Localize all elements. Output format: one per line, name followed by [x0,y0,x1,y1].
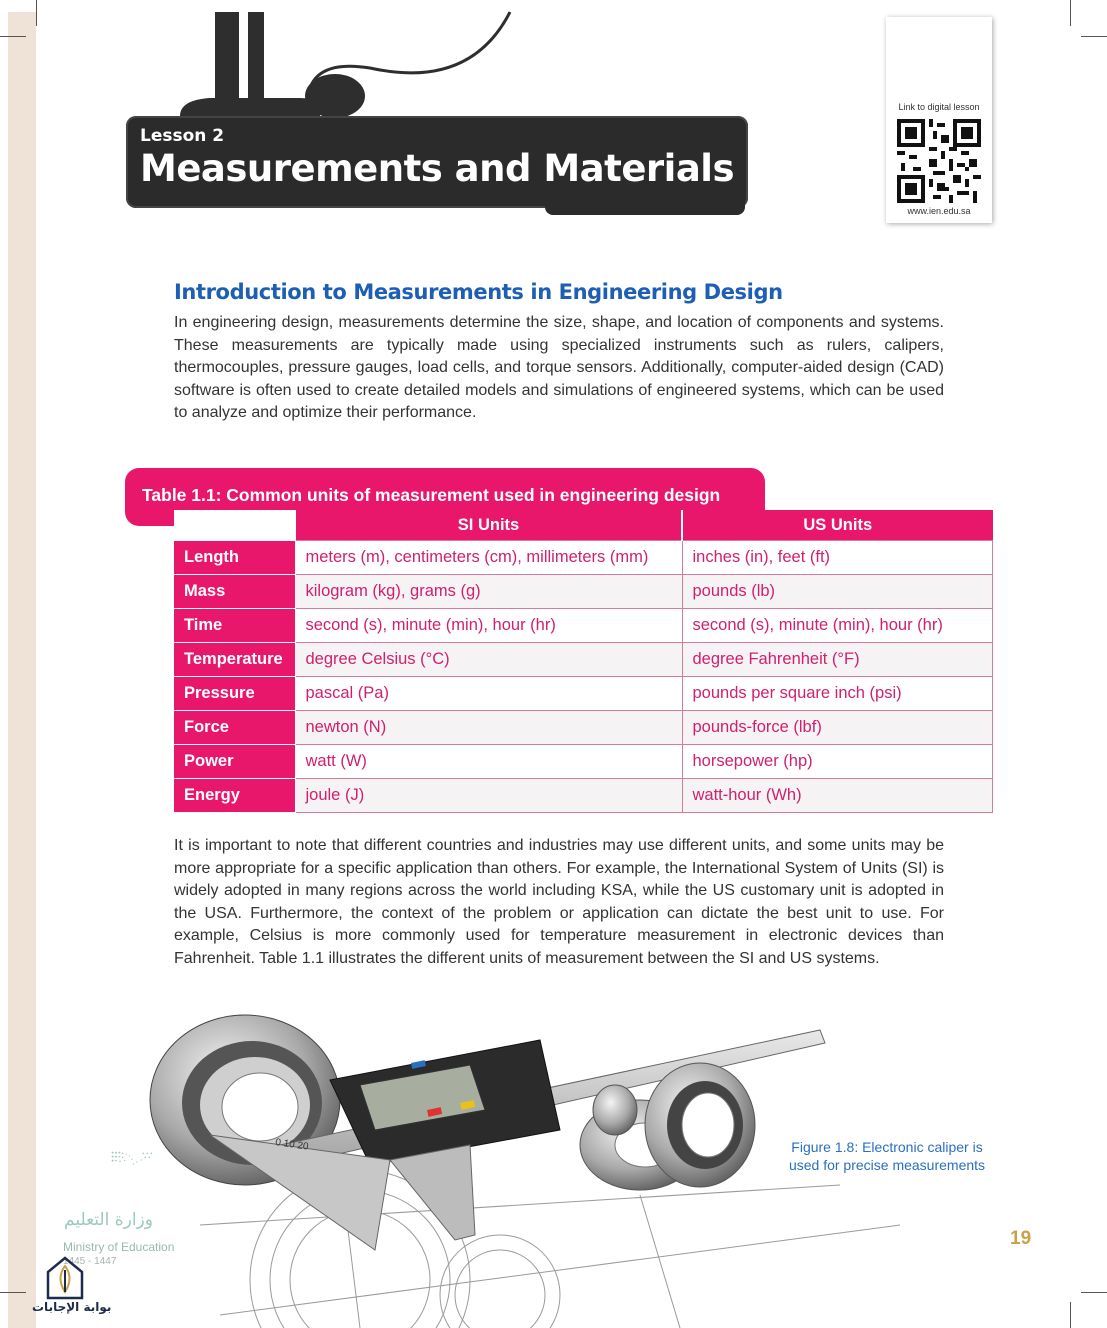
ministry-logo-dots [60,1150,210,1210]
lesson-title: Measurements and Materials [140,147,735,190]
si-unit-cell: watt (W) [295,744,682,778]
qr-card[interactable] [886,17,992,223]
banner-cable-decoration [170,10,530,130]
row-quantity: Power [174,744,295,778]
crop-mark [36,0,37,26]
crop-mark [1081,1292,1107,1293]
row-quantity: Length [174,540,295,574]
us-unit-cell: watt-hour (Wh) [682,778,993,812]
row-quantity: Mass [174,574,295,608]
table-row [174,642,993,676]
portal-logo-icon [44,1256,86,1300]
crop-mark [1070,1302,1071,1328]
ministry-years: 1445 - 1447 [63,1256,117,1267]
si-unit-cell: pascal (Pa) [295,676,682,710]
table-row [174,778,993,812]
si-unit-cell: kilogram (kg), grams (g) [295,574,682,608]
qr-code[interactable] [897,119,981,203]
units-table [174,510,993,813]
page-edge-strip [8,12,36,1328]
table-caption: Table 1.1: Common units of measurement used in engineering design [142,485,721,505]
lesson-label: Lesson 2 [140,126,225,146]
crop-mark [1081,36,1107,37]
qr-url[interactable]: www.ien.edu.sa [907,206,971,216]
us-unit-cell: pounds (lb) [682,574,993,608]
us-unit-cell: pounds per square inch (psi) [682,676,993,710]
table-row [174,574,993,608]
si-unit-cell: degree Celsius (°C) [295,642,682,676]
qr-link-label: Link to digital lesson [898,102,980,112]
portal-label: بوابة الإجابات [32,1300,112,1314]
si-unit-cell: meters (m), centimeters (cm), millimeters (mm) [295,540,682,574]
table-row [174,540,993,574]
section-heading: Introduction to Measurements in Engineering Design [174,280,783,304]
crop-mark [0,1292,26,1293]
crop-mark [0,36,26,37]
row-quantity: Pressure [174,676,295,710]
body-paragraph: It is important to note that different countries and industries may use different units, and some units may be more appropriate for a specific application than others. For example, the International System of Units (SI) is widely adopted in many regions across the world including KSA, while the US customary unit is adopted in the USA. Furthermore, the context of the problem or application can dictate the best unit to use. For example, Celsius is more commonly used for temperature measurement in electronic devices than Fahrenheit. Table 1.1 illustrates the different units of measurement between the SI and US systems. [174,837,944,967]
table-row [174,608,993,642]
caliper-scale: 0 10 20 [274,1137,310,1153]
si-unit-cell: second (s), minute (min), hour (hr) [295,608,682,642]
table-row [174,710,993,744]
us-unit-cell: second (s), minute (min), hour (hr) [682,608,993,642]
row-quantity: Temperature [174,642,295,676]
row-quantity: Force [174,710,295,744]
us-unit-cell: horsepower (hp) [682,744,993,778]
banner-tab [545,195,745,215]
figure-caption: Figure 1.8: Electronic caliper is used for precise measurements [788,1139,986,1173]
table-row [174,744,993,778]
si-unit-cell: newton (N) [295,710,682,744]
header-si-units: SI Units [295,510,682,540]
page-number: 19 [1010,1228,1032,1249]
intro-paragraph: In engineering design, measurements determine the size, shape, and location of components and systems. These measurements are typically made using specialized instruments such as rulers, calipers, thermocouples, pressure gauges, load cells, and torque sensors. Additionally, computer-aided design (CAD) software is often used to create detailed models and simulations of engineered systems, which can be used to analyze and optimize their performance. [174,314,944,422]
ministry-arabic-name: وزارة التعليم [64,1210,153,1230]
us-unit-cell: pounds-force (lbf) [682,710,993,744]
header-us-units: US Units [682,510,993,540]
table-corner [174,510,295,540]
row-quantity: Energy [174,778,295,812]
si-unit-cell: joule (J) [295,778,682,812]
table-row [174,676,993,710]
crop-mark [1070,0,1071,26]
us-unit-cell: inches (in), feet (ft) [682,540,993,574]
row-quantity: Time [174,608,295,642]
ministry-english-name: Ministry of Education [63,1240,175,1254]
us-unit-cell: degree Fahrenheit (°F) [682,642,993,676]
